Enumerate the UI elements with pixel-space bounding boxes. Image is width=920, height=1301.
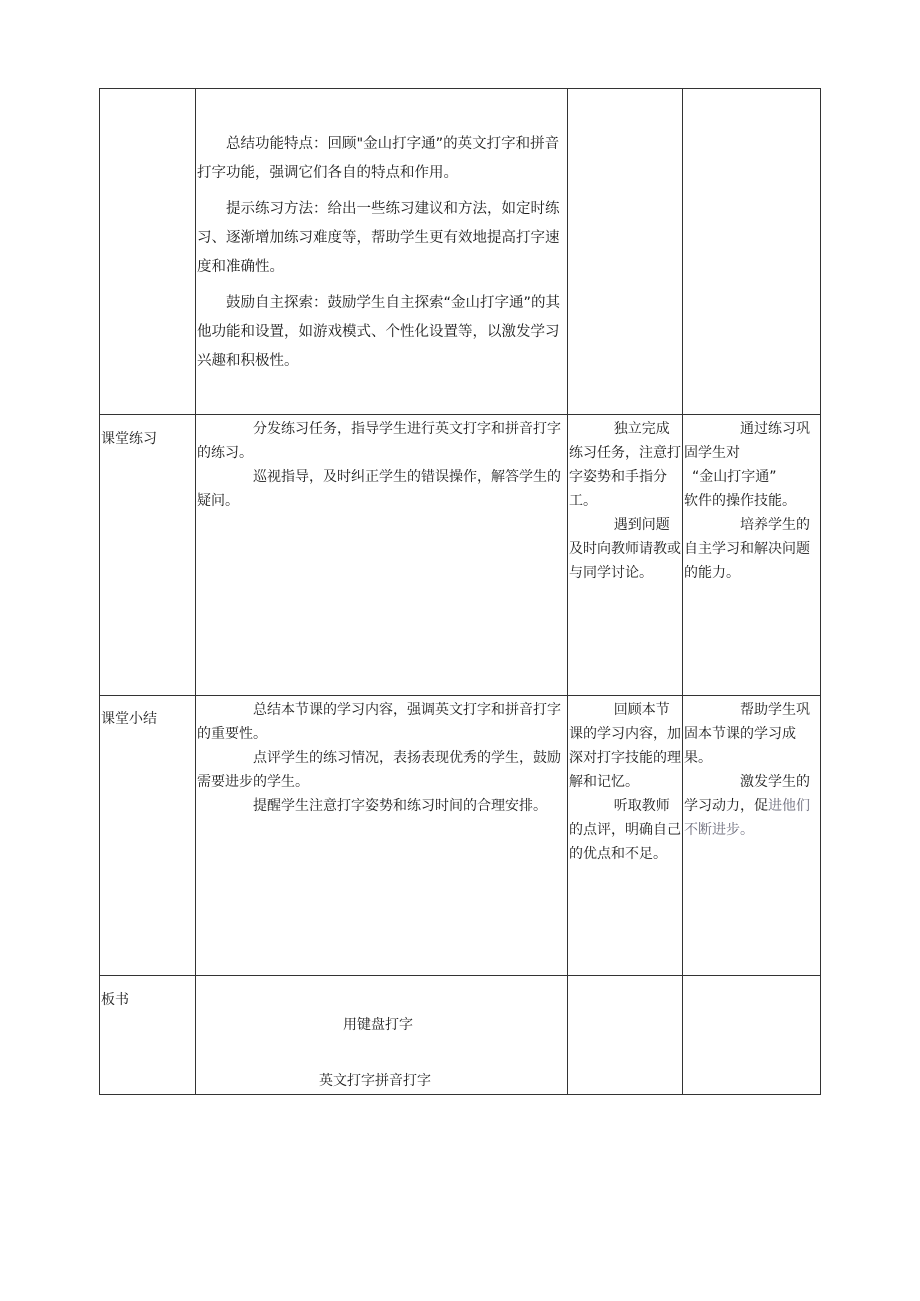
- col-divider: [195, 88, 196, 1095]
- student-paragraph: 独立完成练习任务，注意打字姿势和手指分工。: [569, 421, 681, 509]
- row-label-summary: 课堂小结: [101, 711, 157, 727]
- practice-student-cell: [569, 417, 681, 585]
- table-border-bottom: [99, 1094, 821, 1095]
- col-divider: [567, 88, 568, 1095]
- row-divider: [99, 414, 821, 415]
- teacher-paragraph: 提示练习方法：给出一些练习建议和方法，如定时练习、逐渐增加练习难度等，帮助学生更有效地提高打字速度和准确性。: [197, 201, 560, 275]
- intent-line: “金山打字通”: [692, 469, 777, 485]
- intent-paragraph: [684, 770, 819, 842]
- practice-intent-cell: [684, 417, 819, 585]
- intent-line: 软件的操作技能。: [684, 493, 796, 509]
- student-paragraph: 听取教师的点评，明确自己的优点和不足。: [569, 798, 681, 862]
- row-label-board: 板书: [101, 992, 129, 1008]
- row-label-practice: 课堂练习: [101, 431, 157, 447]
- intent-paragraph: 帮助学生巩固本节课的学习成果。: [684, 702, 810, 766]
- student-paragraph: 遇到问题及时向教师请教或与同学讨论。: [569, 517, 681, 581]
- col-divider: [820, 88, 821, 1095]
- intent-paragraph: 通过练习巩固学生对: [684, 421, 810, 461]
- teacher-paragraph: 分发练习任务，指导学生进行英文打字和拼音打字的练习。: [197, 421, 561, 461]
- teacher-paragraph: 总结功能特点：回顾"金山打字通”的英文打字和拼音打字功能，强调它们各自的特点和作用。: [197, 136, 560, 181]
- summary-teacher-cell: [197, 130, 567, 376]
- teacher-paragraph: 鼓励自主探索：鼓励学生自主探索“金山打字通”的其他功能和设置，如游戏模式、个性化设置等，以激发学习兴趣和积极性。: [197, 295, 561, 369]
- teacher-paragraph: 点评学生的练习情况，表扬表现优秀的学生，鼓励需要进步的学生。: [197, 750, 561, 790]
- intent-paragraph: 培养学生的自主学习和解决问题的能力。: [684, 517, 810, 581]
- row-divider: [99, 975, 821, 976]
- teacher-paragraph: 提醒学生注意打字姿势和练习时间的合理安排。: [253, 798, 547, 814]
- summary-teacher-cell: [197, 698, 567, 818]
- intent-text: 激发学生的学习动力，促: [684, 774, 810, 814]
- table-border-top: [99, 88, 821, 89]
- board-line-2: 英文打字拼音打字: [319, 1073, 431, 1089]
- practice-teacher-cell: [197, 417, 567, 513]
- board-line-1: 用键盘打字: [343, 1017, 413, 1033]
- row-divider: [99, 695, 821, 696]
- teacher-paragraph: 巡视指导，及时纠正学生的错误操作，解答学生的疑问。: [197, 469, 561, 509]
- summary-student-cell: [569, 698, 681, 866]
- student-paragraph: 回顾本节课的学习内容，加深对打字技能的理解和记忆。: [569, 702, 681, 790]
- col-divider: [682, 88, 683, 1095]
- intent-text-gray: 进他们不断进步。: [684, 798, 810, 838]
- teacher-paragraph: 总结本节课的学习内容，强调英文打字和拼音打字的重要性。: [197, 702, 561, 742]
- col-divider: [99, 88, 100, 1095]
- summary-intent-cell: [684, 698, 819, 842]
